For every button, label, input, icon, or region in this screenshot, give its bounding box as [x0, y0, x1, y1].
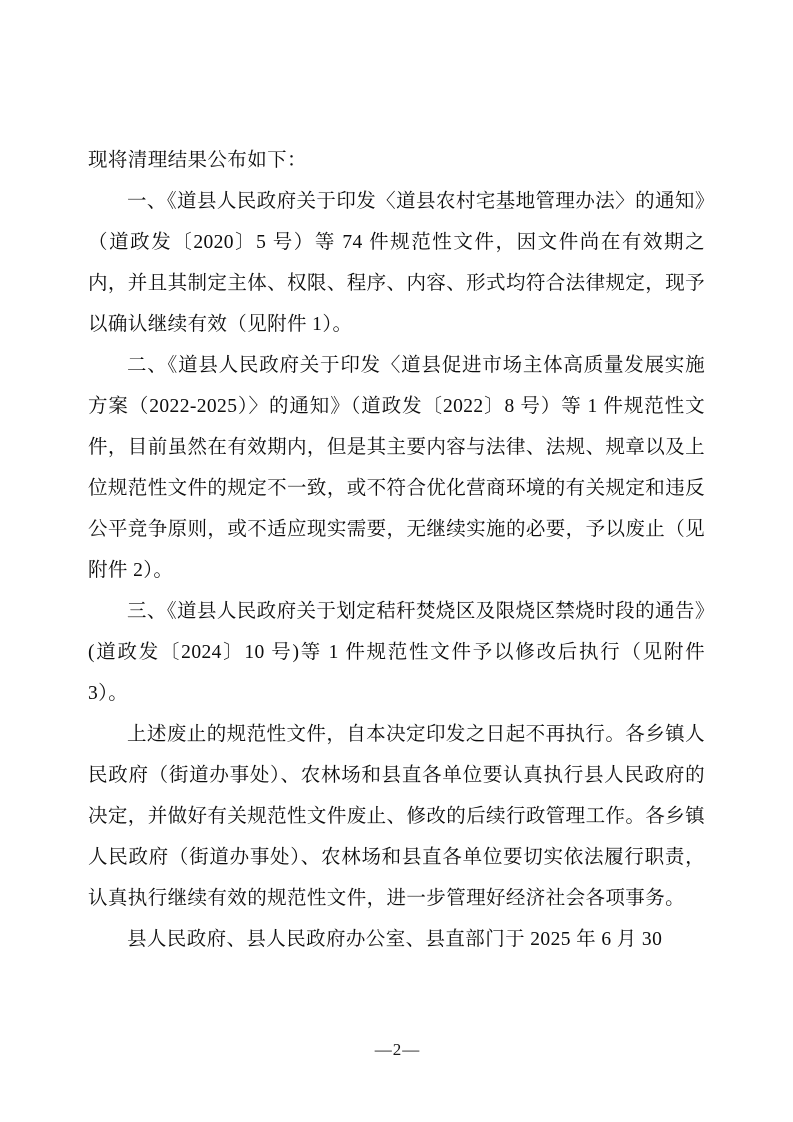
paragraph-closing-1: 上述废止的规范性文件，自本决定印发之日起不再执行。各乡镇人民政府（街道办事处）、农林场和县直各单位要认真执行县人民政府的决定，并做好有关规范性文件废止、修改的后续行政管理工作。各乡镇人民政府（街道办事处）、农林场和县直各单位要切实依法履行职责，认真执行继续有效的规范性文件，进一步管理好经济社会各项事务。 — [88, 724, 705, 909]
document-body — [88, 140, 705, 960]
paragraph-item-3: 三、《道县人民政府关于划定秸秆焚烧区及限烧区禁烧时段的通告》(道政发〔2024〕10 号)等 1 件规范性文件予以修改后执行（见附件 3）。 — [88, 601, 705, 704]
paragraph-item-1: 一、《道县人民政府关于印发〈道县农村宅基地管理办法〉的通知》（道政发〔2020〕5 号）等 74 件规范性文件，因文件尚在有效期之内，并且其制定主体、权限、程序、内容、形式均符合法律规定，现予以确认继续有效（见附件 1）。 — [88, 191, 705, 335]
paragraph-closing-2: 县人民政府、县人民政府办公室、县直部门于 2025 年 6 月 30 — [127, 929, 663, 950]
page-footer — [0, 1040, 793, 1060]
paragraph-intro: 现将清理结果公布如下： — [88, 150, 307, 171]
page-number: —2— — [374, 1040, 421, 1059]
paragraph-item-2: 二、《道县人民政府关于印发〈道县促进市场主体高质量发展实施方案（2022-2025）〉的通知》（道政发〔2022〕8 号）等 1 件规范性文件，目前虽然在有效期内，但是其主要内容与法律、法规、规章以及上位规范性文件的规定不一致，或不符合优化营商环境的有关规定和违反公平竞争原则，或不适应现实需要，无继续实施的必要，予以废止（见附件 2）。 — [88, 355, 705, 581]
